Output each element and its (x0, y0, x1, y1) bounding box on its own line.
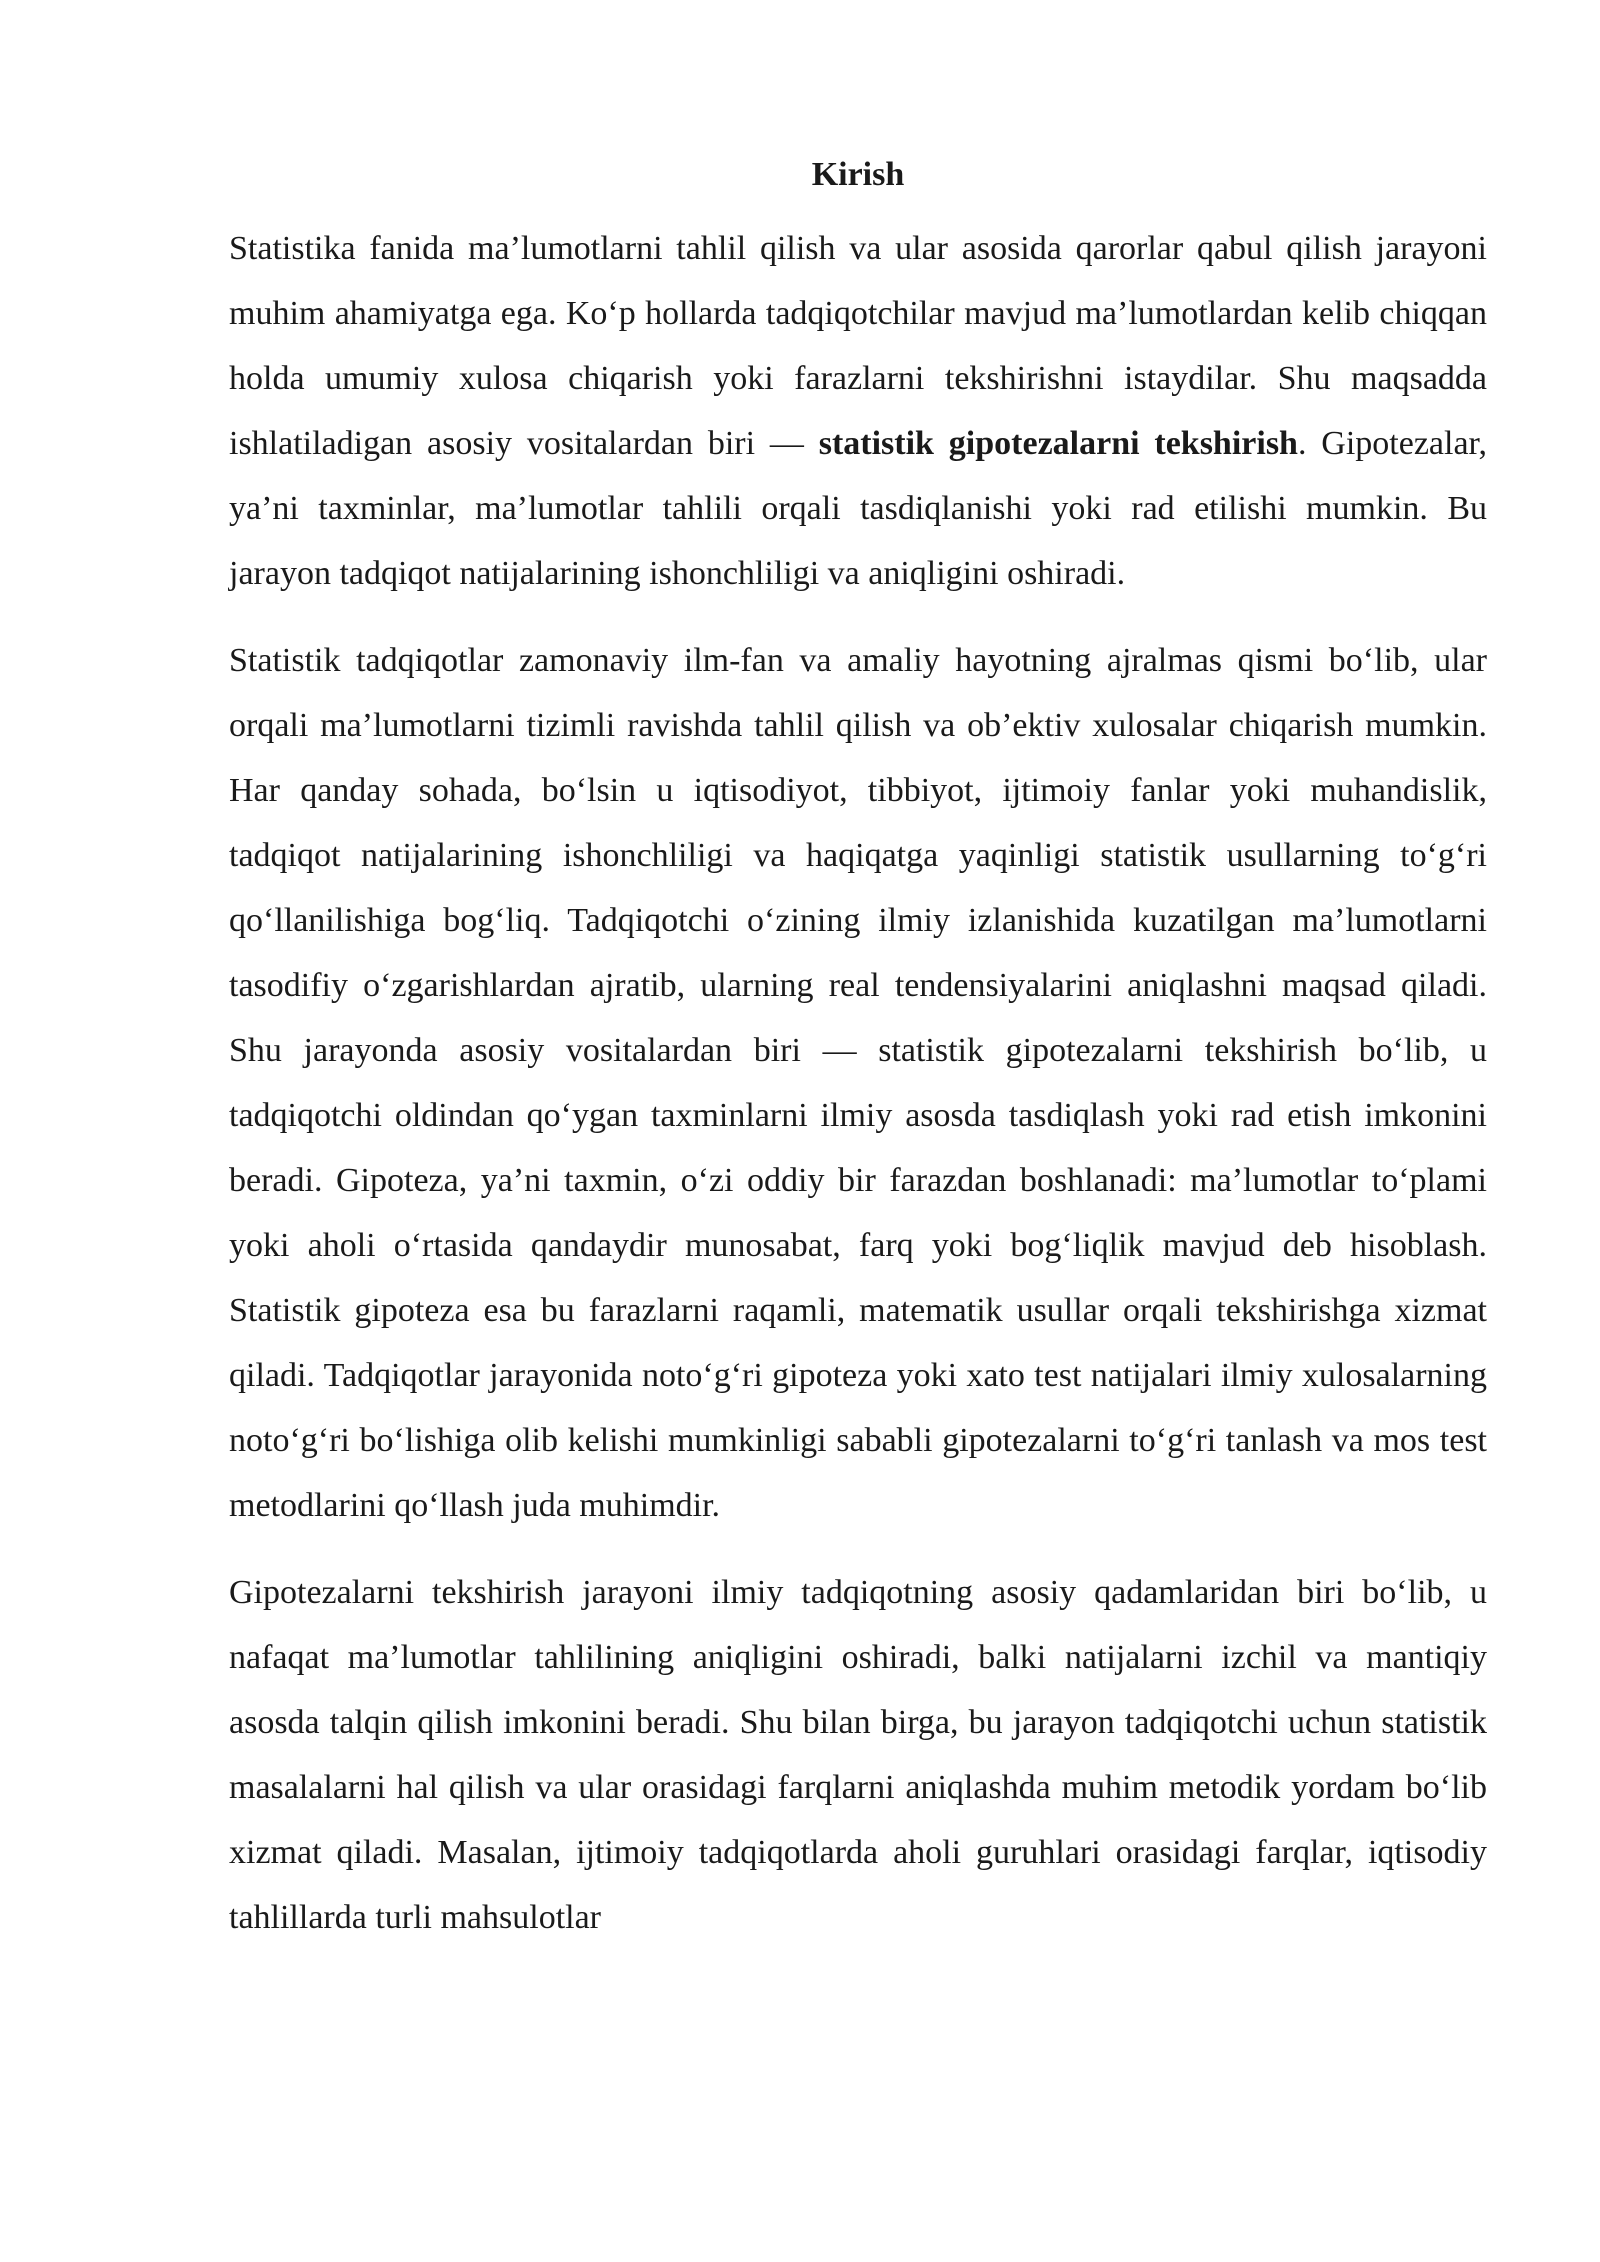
paragraph-1-text-start: Statistika fanida ma’lumotlarni tahlil qilish va ular asosida qarorlar qabul qilish jarayoni muhim ahamiyatga ega. Ko‘p hollarda tadqiqotchilar mavjud ma’lumotlardan kelib chiqqan holda umumiy xulosa chiqarish yoki farazlarni tekshirishni istaydilar. Shu maqsadda ishlatiladigan asosiy vositalardan biri — (229, 230, 1487, 462)
paragraph-1 (229, 216, 1487, 606)
paragraph-3: Gipotezalarni tekshirish jarayoni ilmiy tadqiqotning asosiy qadamlaridan biri bo‘lib, u nafaqat ma’lumotlar tahlilining aniqligini oshiradi, balki natijalarni izchil va mantiqiy asosda talqin qilish imkonini beradi. Shu bilan birga, bu jarayon tadqiqotchi uchun statistik masalalarni hal qilish va ular orasidagi farqlarni aniqlashda muhim metodik yordam bo‘lib xizmat qiladi. Masalan, ijtimoiy tadqiqotlarda aholi guruhlari orasidagi farqlar, iqtisodiy tahlillarda turli mahsulotlar (229, 1574, 1487, 1936)
document-body (229, 148, 1487, 1950)
paragraph-1-bold-term: statistik gipotezalarni tekshirish (818, 425, 1298, 462)
section-heading: Kirish (811, 156, 905, 193)
paragraph-2: Statistik tadqiqotlar zamonaviy ilm-fan va amaliy hayotning ajralmas qismi bo‘lib, ular orqali ma’lumotlarni tizimli ravishda tahlil qilish va ob’ektiv xulosalar chiqarish mumkin. Har qanday sohada, bo‘lsin u iqtisodiyot, tibbiyot, ijtimoiy fanlar yoki muhandislik, tadqiqot natijalarining ishonchliligi va haqiqatga yaqinligi statistik usullarning to‘g‘ri qo‘llanilishiga bog‘liq. Tadqiqotchi o‘zining ilmiy izlanishida kuzatilgan ma’lumotlarni tasodifiy o‘zgarishlardan ajratib, ularning real tendensiyalarini aniqlashni maqsad qiladi. Shu jarayonda asosiy vositalardan biri — statistik gipotezalarni tekshirish bo‘lib, u tadqiqotchi oldindan qo‘ygan taxminlarni ilmiy asosda tasdiqlash yoki rad etish imkonini beradi. Gipoteza, ya’ni taxmin, o‘zi oddiy bir farazdan boshlanadi: ma’lumotlar to‘plami yoki aholi o‘rtasida qandaydir munosabat, farq yoki bog‘liqlik mavjud deb hisoblash. Statistik gipoteza esa bu farazlarni raqamli, matematik usullar orqali tekshirishga xizmat qiladi. Tadqiqotlar jarayonida noto‘g‘ri gipoteza yoki xato test natijalari ilmiy xulosalarning noto‘g‘ri bo‘lishiga olib kelishi mumkinligi sababli gipotezalarni to‘g‘ri tanlash va mos test metodlarini qo‘llash juda muhimdir. (229, 642, 1487, 1524)
paragraph-1-text-end: . Gipotezalar, ya’ni taxminlar, ma’lumotlar tahlili orqali tasdiqlanishi yoki rad etilishi mumkin. Bu jarayon tadqiqot natijalarining ishonchliligi va aniqligini oshiradi. (229, 425, 1488, 592)
